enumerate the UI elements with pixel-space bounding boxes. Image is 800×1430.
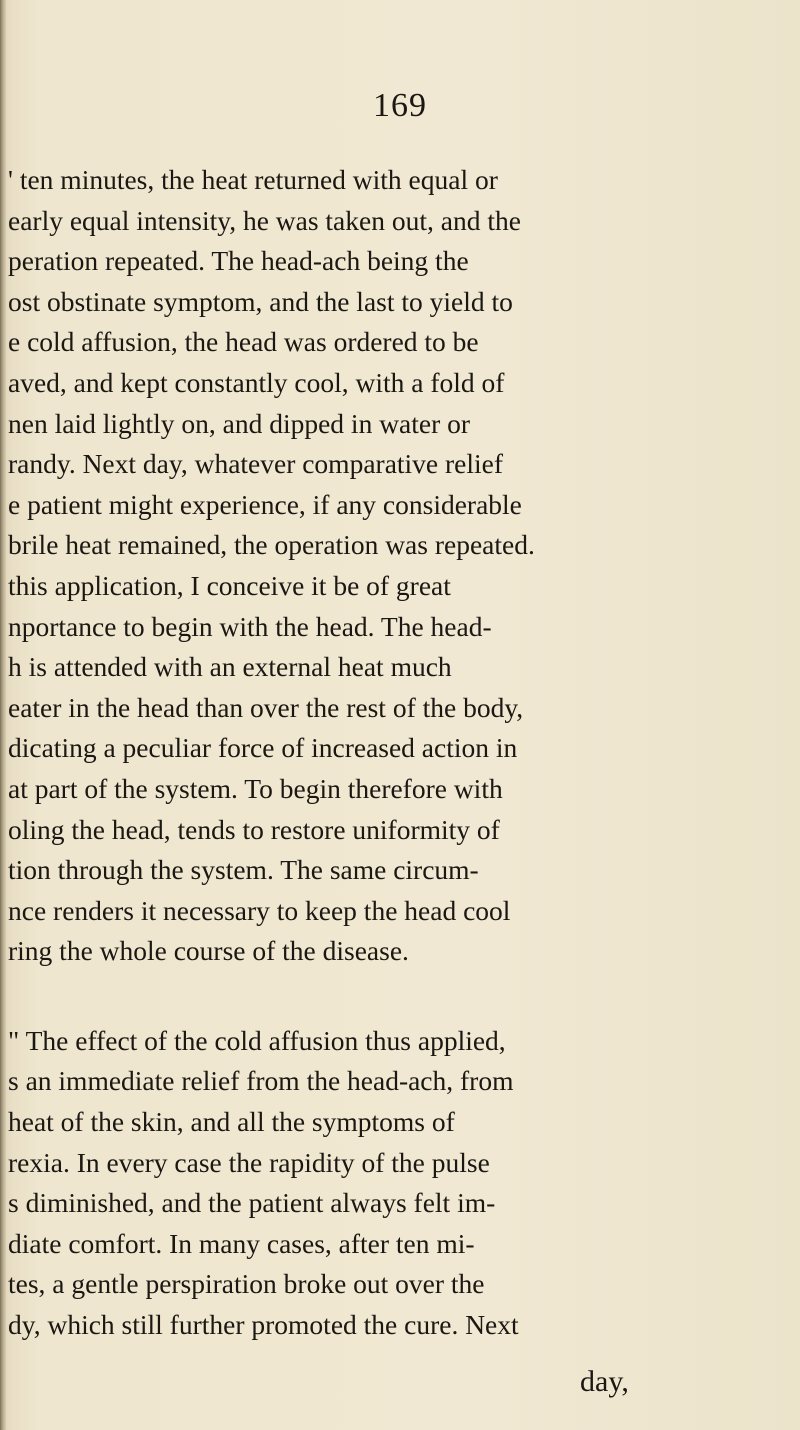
text-line: nen laid lightly on, and dipped in water or — [8, 407, 471, 439]
paragraph-spacer — [8, 972, 788, 1021]
text-line: eater in the head than over the rest of the body, — [8, 691, 524, 723]
text-line: nportance to begin with the head. The head- — [8, 610, 492, 642]
text-line: dy, which still further promoted the cure. Next — [8, 1309, 519, 1341]
text-line: tion through the system. The same circum- — [8, 854, 479, 886]
text-line: early equal intensity, he was taken out, and the — [8, 204, 521, 236]
text-line: ' ten minutes, the heat returned with equal or — [8, 164, 498, 195]
text-line: s an immediate relief from the head-ach, from — [8, 1065, 514, 1097]
text-line: " The effect of the cold affusion thus applied, — [8, 1024, 506, 1056]
paragraph-2 — [8, 1021, 788, 1346]
text-line: dicating a peculiar force of increased action in — [8, 732, 518, 764]
text-line: nce renders it necessary to keep the head cool — [8, 894, 511, 926]
text-line: e patient might experience, if any considerable — [8, 488, 522, 520]
text-line: heat of the skin, and all the symptoms of — [8, 1106, 455, 1138]
text-line: aved, and kept constantly cool, with a fold of — [8, 366, 505, 398]
page-gutter-shadow — [0, 0, 6, 1430]
text-line: peration repeated. The head-ach being the — [8, 245, 469, 277]
text-line: this application, I conceive it be of great — [8, 569, 451, 601]
body-text — [8, 160, 788, 1346]
page-number: 169 — [373, 87, 427, 124]
text-line: ost obstinate symptom, and the last to yield to — [8, 285, 513, 317]
text-line: diate comfort. In many cases, after ten mi- — [8, 1227, 475, 1259]
catchword: day, — [580, 1365, 629, 1398]
text-line: h is attended with an external heat much — [8, 651, 452, 683]
text-line: rexia. In every case the rapidity of the pulse — [8, 1146, 490, 1178]
text-line: randy. Next day, whatever comparative relief — [8, 448, 504, 480]
text-line: oling the head, tends to restore uniformity of — [8, 813, 500, 845]
text-line: tes, a gentle perspiration broke out over the — [8, 1268, 485, 1300]
text-line: at part of the system. To begin therefore with — [8, 772, 503, 804]
text-line: ring the whole course of the disease. — [8, 935, 409, 967]
text-line: brile heat remained, the operation was repeated. — [8, 529, 535, 561]
paragraph-1 — [8, 160, 788, 972]
text-line: e cold affusion, the head was ordered to be — [8, 326, 479, 358]
text-line: s diminished, and the patient always felt im- — [8, 1187, 496, 1219]
